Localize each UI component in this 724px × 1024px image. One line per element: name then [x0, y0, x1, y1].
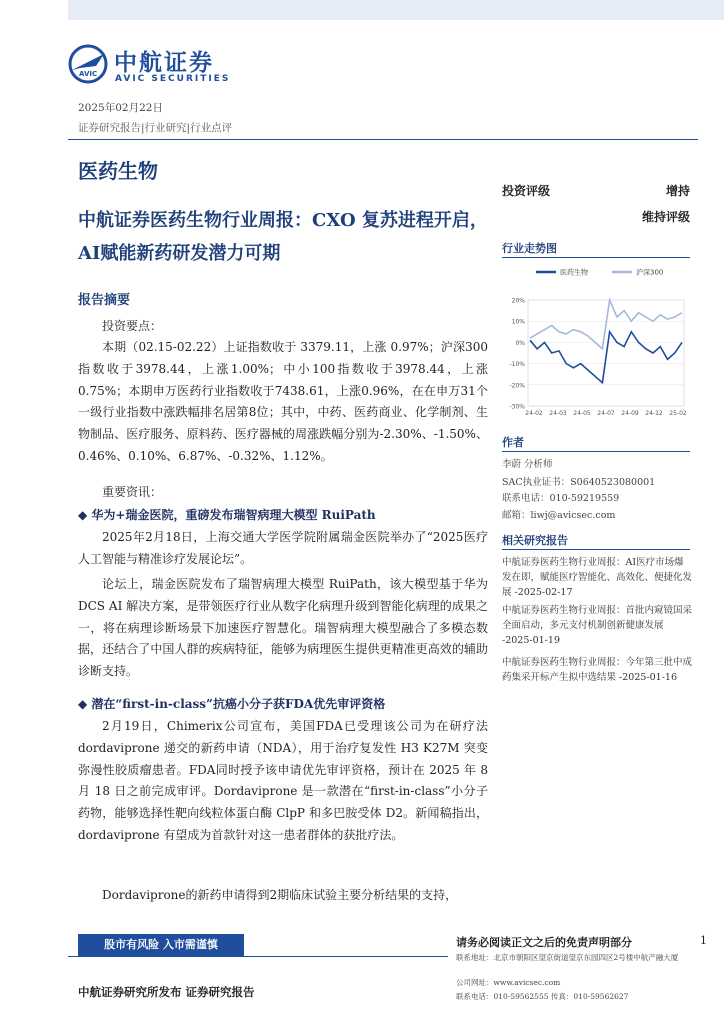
analyst-line: 李蔚 分析师: [502, 459, 553, 470]
chart-x-tick-label: 24-02: [525, 410, 543, 417]
analyst-line: 联系电话：010-59219559: [502, 493, 620, 504]
related-report[interactable]: 中航证券医药生物行业周报：今年第三批中成药集采开标产生拟中选结果 -2025-01-16: [502, 657, 693, 683]
summary-heading: 报告摘要: [78, 293, 131, 308]
news-paragraph: 2025年2月18日，上海交通大学医学院附属瑞金医院举办了“2025医疗人工智能与精准诊疗发展论坛”。: [78, 530, 488, 566]
chart-series-line: [530, 300, 682, 349]
related-divider: [502, 549, 690, 550]
news-paragraph: Dordaviprone的新药申请得到2期临床试验主要分析结果的支持，: [102, 888, 458, 902]
chart-x-tick-label: 24-07: [597, 410, 615, 417]
rating-value: 增持: [665, 184, 690, 198]
chart-legend-label: 沪深300: [636, 268, 664, 277]
risk-banner: 股市有风险 入市需谨慎: [78, 934, 244, 956]
chart-y-tick-label: -10%: [509, 361, 525, 369]
logo-mark-text: AVIC: [79, 70, 98, 78]
related-heading: 相关研究报告: [502, 534, 568, 547]
trend-divider: [502, 257, 690, 258]
company-website[interactable]: 公司网址：www.avicsec.com: [456, 978, 561, 987]
news-heading: ◆ 华为+瑞金医院，重磅发布瑞智病理大模型 RuiPath: [78, 508, 376, 522]
chart-x-tick-label: 24-03: [549, 410, 567, 417]
contact-address: 联系地址：北京市朝阳区望京街道望京东园四区2号楼中航产融大厦: [456, 953, 679, 962]
brand-name-en: AVIC SECURITIES: [115, 74, 231, 84]
rating-sub: 维持评级: [641, 210, 690, 224]
analyst-email[interactable]: 邮箱：liwj@avicsec.com: [502, 510, 616, 521]
page-number: 1: [700, 934, 707, 947]
header-divider: [68, 139, 698, 140]
related-report[interactable]: 中航证券医药生物行业周报：AI医疗市场爆发在即，赋能医疗智能化、高效化、便捷化发展 -2025-02-17: [502, 557, 693, 598]
chart-series-line: [530, 332, 682, 383]
disclaimer-note: 请务必阅读正文之后的免责声明部分: [456, 936, 632, 949]
avic-logo-icon: [68, 44, 108, 84]
report-series: 证券研究报告|行业研究|行业点评: [78, 122, 233, 134]
chart-y-tick-label: 10%: [511, 318, 525, 326]
news-label: 重要资讯：: [102, 485, 163, 499]
analyst-divider: [502, 451, 690, 452]
top-band-left: [0, 0, 68, 20]
points-label: 投资要点：: [102, 319, 163, 333]
chart-y-tick-label: -30%: [509, 403, 525, 411]
trend-chart: [502, 264, 690, 424]
analyst-line: SAC执业证书：S0640523080001: [502, 477, 656, 488]
industry-name: 医药生物: [78, 159, 158, 183]
news-paragraph: 2月19日，Chimerix公司宣布，美国FDA已受理该公司为在研疗法 dordaviprone 递交的新药申请（NDA），用于治疗复发性 H3 K27M 突变弥漫性胶质瘤患者。FDA同时授予该申请优先审评资格，预计在 2025 年 8 月 18 日之前完成审评。Dordaviprone 是一款潜在“first-in-class”小分子药物，能够选择性靶向线粒体蛋白酶 ClpP 和多巴胺受体 D2。新闻稿指出，dordaviprone 有望成为首款针对这一患者群体的获批疗法。: [78, 719, 488, 842]
brand-name-cn: 中航证券: [114, 50, 214, 76]
chart-y-tick-label: 0%: [515, 339, 525, 347]
news-heading: ◆ 潜在“first-in-class”抗癌小分子获FDA优先审评资格: [78, 697, 386, 711]
top-band-right: [68, 0, 724, 20]
report-date: 2025年02月22日: [78, 102, 163, 114]
publisher-line: 中航证券研究所发布 证券研究报告: [78, 985, 255, 999]
company-logo: [68, 44, 248, 88]
chart-x-tick-label: 24-09: [621, 410, 639, 417]
trend-heading: 行业走势图: [502, 242, 557, 255]
news-paragraph: 论坛上，瑞金医院发布了瑞智病理大模型 RuiPath，该大模型基于华为 DCS AI 解决方案，是带领医疗行业从数字化病理升级到智能化病理的成果之一，将在病理诊断场景下加速医疗智慧化。瑞智病理大模型融合了多模态数据，还结合了中国人群的疾病特征，能够为病理医生提供更精准更高效的辅助诊断支持。: [78, 577, 488, 679]
top-band: [0, 0, 724, 20]
footer-divider: [68, 956, 448, 957]
chart-legend-label: 医药生物: [560, 268, 588, 277]
market-paragraph: 本期（02.15-02.22）上证指数收于 3379.11，上涨 0.97%；沪深300指数收于3978.44，上涨1.00%；中小100指数收于3978.44，上涨0.75%；本期申万医药行业指数收于7438.61，上涨0.96%，在在申万31个一级行业指数中涨跌幅排名居第8位；其中，中药、医药商业、化学制剂、生物制品、医疗服务、原料药、医疗器械的周涨跌幅分别为-2.30%、-1.50%、0.46%、0.10%、6.87%、-0.32%、1.12%。: [78, 340, 488, 463]
chart-x-tick-label: 25-02: [669, 410, 687, 417]
rating-label: 投资评级: [502, 184, 551, 198]
chart-x-tick-label: 24-12: [645, 410, 663, 417]
related-report[interactable]: 中航证券医药生物行业周报：首批内窥镜国采全面启动，多元支付机制创新健康发展 -2025-01-19: [502, 605, 693, 646]
chart-x-tick-label: 24-05: [573, 410, 591, 417]
chart-y-tick-label: 20%: [511, 297, 525, 305]
report-title: 中航证券医药生物行业周报：CXO 复苏进程开启，AI赋能新药研发潜力可期: [78, 210, 488, 264]
contact-phone: 联系电话：010-59562555 传真：010-59562627: [456, 992, 629, 1001]
analyst-heading: 作者: [502, 436, 524, 449]
chart-y-tick-label: -20%: [509, 382, 525, 390]
